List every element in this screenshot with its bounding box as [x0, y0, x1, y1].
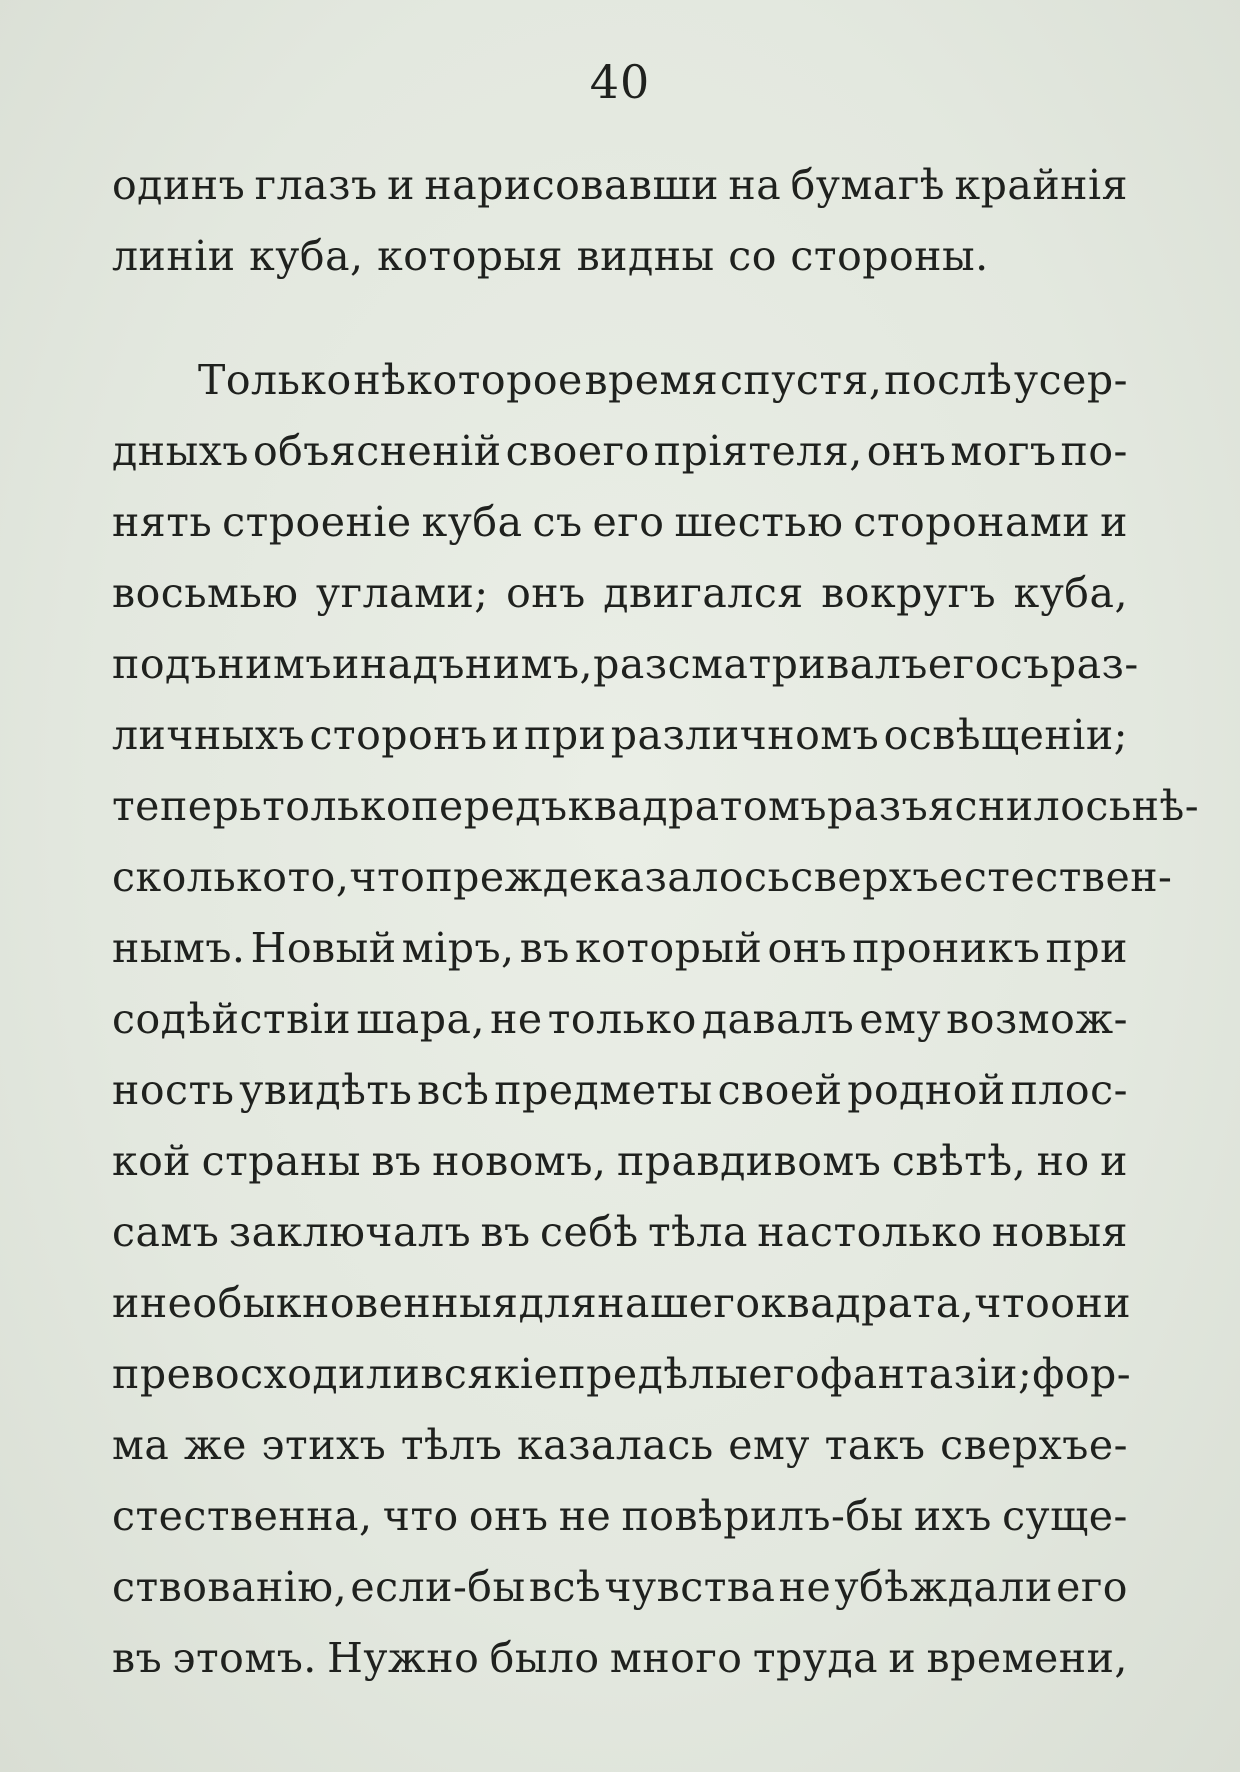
word: личныхъ [112, 711, 306, 759]
text-line [112, 416, 1128, 487]
text-line [112, 1055, 1128, 1126]
word: въ [112, 1634, 163, 1682]
word: только [262, 782, 412, 830]
word: куба, [249, 232, 378, 280]
word: и [112, 1279, 140, 1327]
word: родной [847, 1066, 1006, 1114]
word: онъ [767, 924, 848, 972]
word: дныхъ [112, 427, 249, 475]
word: стественна, [112, 1492, 373, 1540]
word: стороны. [790, 232, 989, 280]
word: съ [532, 498, 583, 546]
text-line [112, 1552, 1128, 1623]
word: онъ [506, 569, 586, 617]
word: что [382, 1492, 459, 1540]
word: фор- [1032, 1350, 1132, 1398]
word: ему [859, 995, 942, 1043]
word: и [1100, 1137, 1128, 1185]
word: и [331, 640, 360, 688]
word: нѣ- [1131, 782, 1200, 830]
word: ему [728, 1421, 811, 1469]
text-line [112, 700, 1128, 771]
word: восьмью [112, 569, 299, 617]
text-line [112, 1623, 1128, 1694]
word: онъ [468, 1492, 549, 1540]
word: если-бы [350, 1563, 526, 1611]
word: сторонами [853, 498, 1091, 546]
word: не [778, 1563, 832, 1611]
word: надъ [359, 640, 465, 688]
word: ихъ [913, 1492, 992, 1540]
word: для [518, 1279, 598, 1327]
text-line [112, 1126, 1128, 1197]
word: они [1050, 1279, 1132, 1327]
word: же [183, 1421, 247, 1469]
word: предметы [494, 1066, 713, 1114]
word: бумагѣ [790, 161, 946, 209]
word: передъ [411, 782, 568, 830]
word: казалось [593, 853, 791, 901]
word: убѣждали [834, 1563, 1053, 1611]
text-line [112, 1268, 1132, 1339]
word: но [1036, 1137, 1090, 1185]
word: повѣрилъ-бы [621, 1492, 904, 1540]
word: труда [752, 1634, 879, 1682]
word: могъ [950, 427, 1057, 475]
word: не [558, 1492, 612, 1540]
word: подъ [112, 640, 218, 688]
word: теперь [112, 782, 263, 830]
word: этомъ. [172, 1634, 317, 1682]
text-line [112, 221, 1128, 292]
word: глазъ [254, 161, 378, 209]
word: которыя [377, 232, 577, 280]
word: и [491, 711, 520, 759]
word: увидѣть [239, 1066, 413, 1114]
word: различномъ [610, 711, 880, 759]
word: свѣтѣ, [891, 1137, 1027, 1185]
text-line [112, 1197, 1128, 1268]
text-line [112, 1410, 1128, 1481]
word: тѣлъ [400, 1421, 503, 1469]
word: сколько [112, 853, 288, 901]
word: и [387, 161, 415, 209]
word: разсматривалъ [593, 640, 928, 688]
word: линіи [112, 232, 250, 280]
word: по- [1060, 427, 1128, 475]
word: видны [576, 232, 729, 280]
word: новомъ, [432, 1137, 607, 1185]
word: міръ, [401, 924, 515, 972]
word: самъ [112, 1208, 220, 1256]
word: такъ [824, 1421, 926, 1469]
word: предѣлы [558, 1350, 749, 1398]
word: нарисовавши [424, 161, 719, 209]
word: превосходили [112, 1350, 421, 1398]
page-number: 40 [589, 55, 651, 109]
text-line [112, 558, 1128, 629]
word: въ [480, 1208, 531, 1256]
word: много [609, 1634, 743, 1682]
word: и [1100, 498, 1128, 546]
word: Новый [250, 924, 397, 972]
word: крайнія [954, 161, 1128, 209]
word: только [547, 995, 697, 1043]
word: своего [505, 427, 650, 475]
word: квадрата, [760, 1279, 975, 1327]
word: суще- [1002, 1492, 1128, 1540]
word: фантазіи; [820, 1350, 1033, 1398]
word: сверхъестествен- [790, 853, 1173, 901]
word: вокругъ [821, 569, 997, 617]
word: всѣ [528, 1563, 602, 1611]
text-line [112, 150, 1128, 221]
word: проникъ [852, 924, 1041, 972]
word: его [748, 1350, 821, 1398]
word: Нужно [327, 1634, 480, 1682]
paragraph-2 [112, 345, 1200, 1694]
word: ствованію, [112, 1563, 348, 1611]
word: нашего [597, 1279, 761, 1327]
word: давалъ [701, 995, 855, 1043]
word: настолько [757, 1208, 983, 1256]
word: квадратомъ [567, 782, 828, 830]
text-line [112, 842, 1173, 913]
word: его [592, 498, 665, 546]
word: куба [421, 498, 523, 546]
word: куба, [1013, 569, 1128, 617]
word: ма [112, 1421, 170, 1469]
word: Только [198, 356, 352, 404]
word: шара, [356, 995, 485, 1043]
word: было [489, 1634, 600, 1682]
word: кой [112, 1137, 192, 1185]
word: то, [287, 853, 350, 901]
word: пріятеля, [653, 427, 863, 475]
text-line [112, 1339, 1132, 1410]
word: его [927, 640, 1000, 688]
word: ность [112, 1066, 235, 1114]
word: казалась [517, 1421, 714, 1469]
word: освѣщеніи; [883, 711, 1128, 759]
word: страны [201, 1137, 361, 1185]
word: объясненій [252, 427, 502, 475]
word: спустя, [719, 356, 883, 404]
text-line [112, 487, 1128, 558]
word: нять [112, 498, 213, 546]
word: раз- [1049, 640, 1139, 688]
word: этихъ [261, 1421, 387, 1469]
word: нѣкоторое [353, 356, 583, 404]
word: плос- [1010, 1066, 1128, 1114]
word: онъ [866, 427, 947, 475]
word: своей [717, 1066, 843, 1114]
word: на [728, 161, 782, 209]
word: разъяснилось [827, 782, 1132, 830]
word: въ [371, 1137, 422, 1185]
word: его [1056, 1563, 1128, 1611]
word: тѣла [648, 1208, 748, 1256]
word: одинъ [112, 161, 246, 209]
word: послѣ [884, 356, 1013, 404]
word: сторонъ [309, 711, 488, 759]
word: со [728, 232, 791, 280]
word: нымъ. [112, 924, 246, 972]
word: новыя [991, 1208, 1128, 1256]
word: себѣ [540, 1208, 639, 1256]
word: сверхъе- [940, 1421, 1128, 1469]
word: не [490, 995, 543, 1043]
text-line [112, 1481, 1128, 1552]
word: при [1045, 924, 1128, 972]
word: время [584, 356, 719, 404]
word: нимъ, [464, 640, 594, 688]
text-line [112, 345, 1128, 416]
word: чувства [604, 1563, 776, 1611]
word: всякіе [420, 1350, 559, 1398]
word: времени, [926, 1634, 1128, 1682]
word: двигался [603, 569, 804, 617]
word: и [888, 1634, 917, 1682]
word: что [349, 853, 426, 901]
word: всѣ [417, 1066, 490, 1114]
text-line [112, 771, 1200, 842]
word: что [974, 1279, 1051, 1327]
text-line [112, 913, 1128, 984]
word: углами; [315, 569, 489, 617]
word: заключалъ [228, 1208, 472, 1256]
word: нимъ [217, 640, 332, 688]
word: шестью [674, 498, 844, 546]
word: который [575, 924, 763, 972]
word: правдивомъ [616, 1137, 882, 1185]
word: въ [519, 924, 570, 972]
word: возмож- [946, 995, 1128, 1043]
word: усер- [1014, 356, 1128, 404]
word: съ [999, 640, 1050, 688]
word: содѣйствіи [112, 995, 352, 1043]
paragraph-1 [112, 150, 1128, 292]
word: прежде [425, 853, 594, 901]
text-line [112, 984, 1128, 1055]
text-line [112, 629, 1139, 700]
word: при [524, 711, 607, 759]
word: строеніе [222, 498, 412, 546]
word: необыкновенныя [139, 1279, 519, 1327]
